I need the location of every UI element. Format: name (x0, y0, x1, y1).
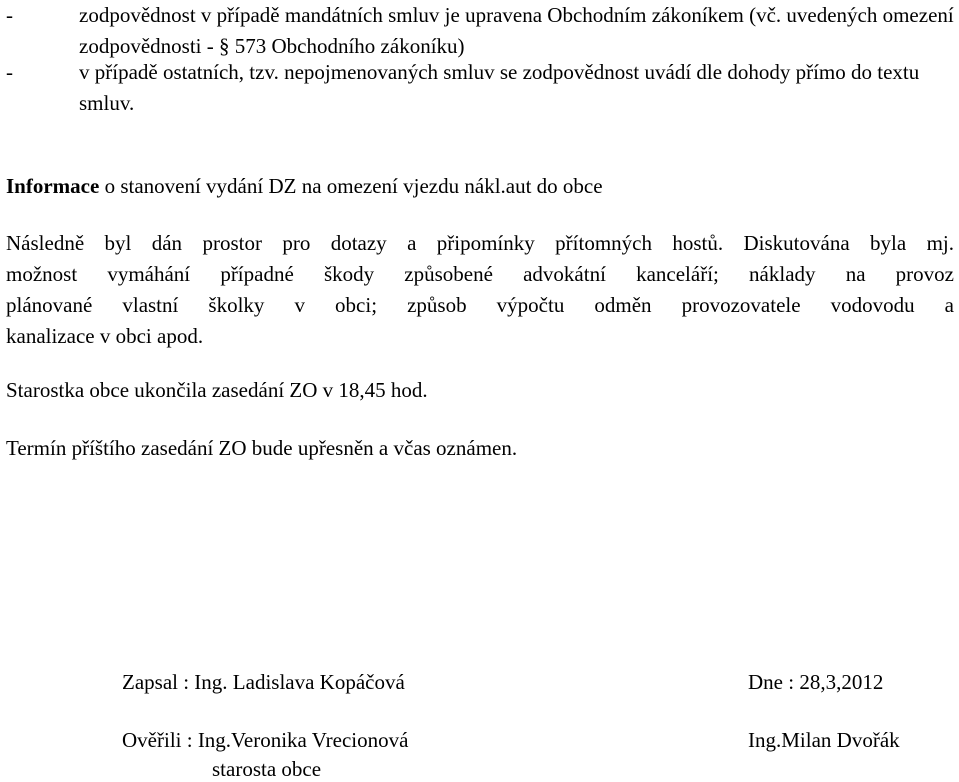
discussion-paragraph (6, 228, 954, 352)
closing-paragraph: Starostka obce ukončila zasedání ZO v 18,45 hod. (6, 378, 428, 402)
bullet-item-mandate-liability (6, 0, 954, 62)
info-heading: Informace (6, 174, 100, 198)
verified-by: Ověřili : Ing.Veronika Vrecionová (122, 728, 409, 752)
bullet-text: v případě ostatních, tzv. nepojmenovaných smluv se zodpovědnost uvádí dle dohody přímo do textu smluv. (79, 60, 920, 115)
info-text: o stanovení vydání DZ na omezení vjezdu nákl.aut do obce (99, 174, 603, 198)
discussion-line: plánované vlastní školky v obci; způsob výpočtu odměn provozovatele vodovodu a (6, 293, 954, 317)
info-paragraph (6, 171, 954, 202)
bullet-text: zodpovědnost v případě mandátních smluv je upravena Obchodním zákoníkem (vč. uvedených omezení zodpovědnosti - § 573 Obchodního zákoníku) (79, 3, 954, 58)
meeting-date: Dne : 28,3,2012 (748, 670, 884, 694)
recorded-by: Zapsal : Ing. Ladislava Kopáčová (122, 670, 405, 694)
bullet-dash: - (6, 60, 13, 84)
discussion-line: kanalizace v obci apod. (6, 324, 204, 348)
bullet-item-other-contracts (6, 57, 954, 119)
discussion-line: Následně byl dán prostor pro dotazy a připomínky přítomných hostů. Diskutována byla mj. (6, 231, 954, 255)
verifier-role: starosta obce (212, 757, 322, 781)
bullet-dash: - (6, 3, 13, 27)
second-verifier: Ing.Milan Dvořák (748, 728, 900, 752)
next-meeting-paragraph: Termín příštího zasedání ZO bude upřesněn a včas oznámen. (6, 436, 518, 460)
discussion-line: možnost vymáhání případné škody způsobené advokátní kanceláří; náklady na provoz (6, 262, 954, 286)
